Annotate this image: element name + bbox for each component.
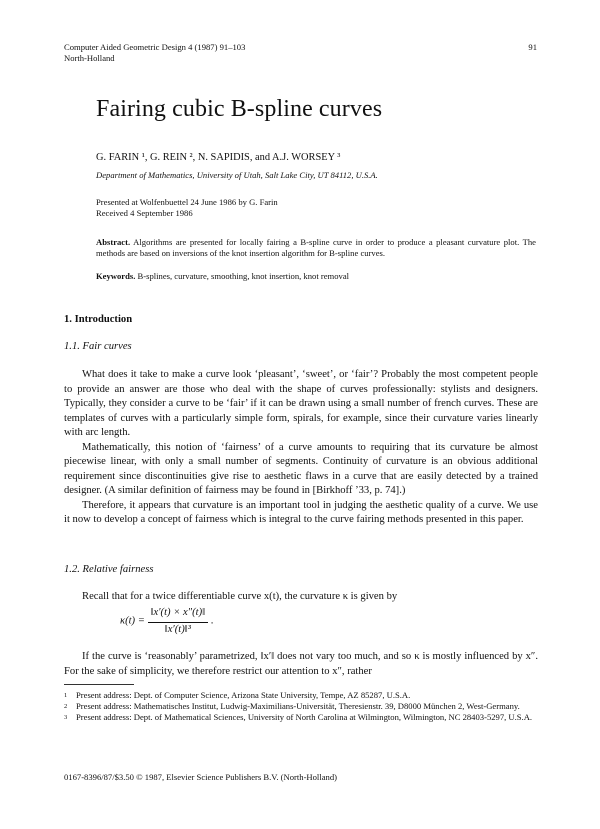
dates-block xyxy=(96,197,516,219)
keywords-text: B-splines, curvature, smoothing, knot insertion, knot removal xyxy=(137,271,350,281)
subsection-heading: 1.1. Fair curves xyxy=(64,341,132,352)
abstract-label: Abstract. xyxy=(96,237,131,247)
paragraph: Mathematically, this notion of ‘fairness’ of a curve amounts to requiring that its curvature be almost piecewise linear, with only a small number of segments. Continuity of curvature is an obvious additional requirement since discontinuities give rise to aesthetic flaws in a curve that are easily detected by a trained designer. (A similar definition of fairness may be found in [Birkhoff ’33, p. 74].) xyxy=(64,441,538,496)
affiliation: Department of Mathematics, University of Utah, Salt Lake City, UT 84112, U.S.A. xyxy=(96,170,378,180)
paragraph xyxy=(64,650,538,679)
equation-denominator: ‖x′(t)‖³ xyxy=(164,623,191,635)
footnote-text: Present address: Dept. of Computer Science, Arizona State University, Tempe, AZ 85287, U.S.A. xyxy=(76,690,411,700)
footnotes xyxy=(64,690,538,723)
keywords-label: Keywords. xyxy=(96,271,136,281)
equation-numerator: ‖x′(t) × x″(t)‖ xyxy=(148,606,209,623)
subsection-heading: 1.2. Relative fairness xyxy=(64,564,154,575)
paragraph: Recall that for a twice differentiable curve x(t), the curvature κ is given by xyxy=(82,591,398,602)
footnote-mark: 3 xyxy=(64,714,68,721)
paragraph: Therefore, it appears that curvature is an important tool in judging the aesthetic quality of a curve. We use it now to develop a concept of fairness which is integral to the curve fairing methods presented in this paper. xyxy=(64,499,538,525)
journal-header xyxy=(64,42,464,64)
equation-fraction xyxy=(148,606,209,637)
copyright-line: 0167-8396/87/$3.50 © 1987, Elsevier Science Publishers B.V. (North-Holland) xyxy=(64,772,337,782)
section-heading: 1. Introduction xyxy=(64,314,133,325)
received-date: Received 4 September 1986 xyxy=(96,208,193,218)
equation-lhs: κ(t) = xyxy=(120,615,145,627)
publisher-line: North-Holland xyxy=(64,53,115,63)
page-number: 91 xyxy=(528,42,537,52)
footnote xyxy=(64,712,538,723)
footnote-rule xyxy=(64,684,134,685)
paragraph: What does it take to make a curve look ‘pleasant’, ‘sweet’, or ‘fair’? Probably the most competent people to provide an answer are those who deal with the shape of curves professionally: stylists and designers. Typically, they consider a curve to be ‘fair’ if it can be drawn using a small number of french curves. These are templates of curves with a particularly simple form, spirals, for example, since their curvature varies linearly with arc length. xyxy=(64,369,538,438)
footnote xyxy=(64,701,538,712)
keywords xyxy=(96,271,536,282)
paragraph xyxy=(64,590,538,605)
paper-title: Fairing cubic B-spline curves xyxy=(96,96,383,122)
footnote-mark: 1 xyxy=(64,692,68,699)
journal-line: Computer Aided Geometric Design 4 (1987) 91–103 xyxy=(64,42,246,52)
paragraph: If the curve is ‘reasonably’ parametrized, ‖x′‖ does not vary too much, and so κ is mostly influenced by x″. For the sake of simplicity, we therefore restrict our attention to x″, rather xyxy=(64,651,538,677)
author-list: G. FARIN ¹, G. REIN ², N. SAPIDIS, and A.J. WORSEY ³ xyxy=(96,152,341,163)
equation-end: . xyxy=(210,615,214,627)
abstract xyxy=(96,237,536,259)
curvature-equation xyxy=(120,606,420,637)
intro-paragraphs xyxy=(64,368,538,528)
footnote-text: Present address: Dept. of Mathematical Sciences, University of North Carolina at Wilmington, Wilmington, NC 28403-5297, U.S.A. xyxy=(76,712,533,722)
abstract-text: Algorithms are presented for locally fairing a B-spline curve in order to produce a pleasant curvature plot. The methods are based on inversions of the knot insertion algorithm for B-spline curves. xyxy=(96,237,536,258)
footnote-mark: 2 xyxy=(64,703,68,710)
footnote-text: Present address: Mathematisches Institut, Ludwig-Maximilians-Universität, Theresienstr. 39, D8000 München 2, West-Germany. xyxy=(76,701,520,711)
presented-date: Presented at Wolfenbuettel 24 June 1986 by G. Farin xyxy=(96,197,278,207)
footnote xyxy=(64,690,538,701)
